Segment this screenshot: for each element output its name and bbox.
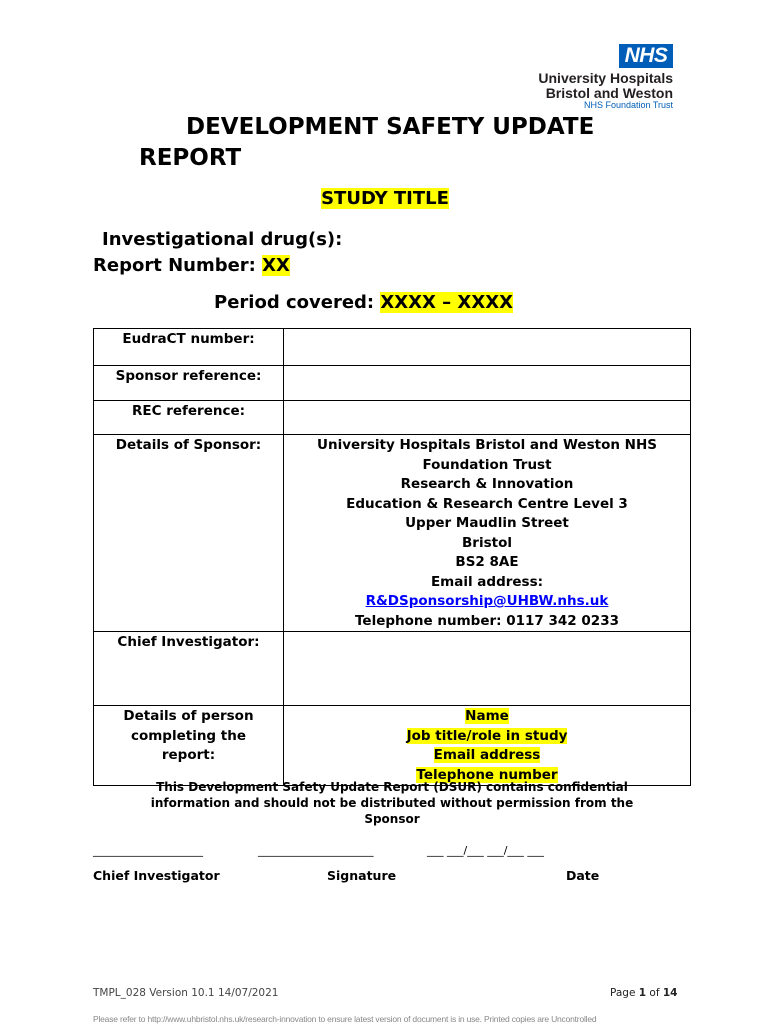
- chief-investigator-label: Chief Investigator:: [94, 632, 284, 706]
- person-completing-value: [284, 706, 691, 786]
- person-label-line: Details of person: [123, 708, 254, 724]
- document-title-line1: DEVELOPMENT SAFETY UPDATE: [186, 114, 595, 140]
- sponsor-line: Email address:: [430, 573, 544, 590]
- person-label-line: report:: [161, 747, 216, 763]
- rec-reference-value: [284, 401, 691, 435]
- sponsor-line: Upper Maudlin Street: [405, 515, 569, 531]
- chief-investigator-value: [284, 632, 691, 706]
- person-job-title: Job title/role in study: [406, 727, 568, 744]
- person-completing-label: [94, 706, 284, 786]
- period-covered-label: Period covered:: [214, 292, 381, 313]
- document-title-line2: REPORT: [139, 145, 242, 171]
- report-number: [93, 255, 290, 276]
- confidentiality-line: Sponsor: [364, 812, 420, 826]
- sponsor-line: Foundation Trust: [422, 456, 552, 473]
- date-line: ___ ___/___ ___/___ ___: [427, 844, 544, 857]
- investigational-drug-label: Investigational drug(s):: [102, 229, 343, 250]
- confidentiality-line: This Development Safety Update Report (DSUR) contains confidential: [156, 780, 628, 794]
- study-title: [0, 188, 770, 209]
- table-row: [94, 706, 691, 786]
- sponsor-email-link[interactable]: R&DSponsorship@UHBW.nhs.uk: [365, 593, 609, 609]
- sponsor-details-value: [284, 435, 691, 632]
- sponsor-reference-value: [284, 366, 691, 401]
- uncontrolled-copy-disclaimer: Please refer to http://www.uhbristol.nhs.uk/research-innovation to ensure latest version of document is in use. Printed copies are Uncontrolled: [93, 1014, 597, 1024]
- template-version: TMPL_028 Version 10.1 14/07/2021: [93, 987, 279, 999]
- signature-line: _____________________: [258, 844, 374, 857]
- chief-investigator-line: ____________________: [93, 844, 203, 857]
- trust-name-line3: NHS Foundation Trust: [583, 100, 673, 110]
- table-row: [94, 401, 691, 435]
- table-row: [94, 632, 691, 706]
- eudract-value: [284, 329, 691, 366]
- confidentiality-notice: [93, 779, 691, 827]
- rec-reference-label: REC reference:: [94, 401, 284, 435]
- person-name: Name: [465, 708, 509, 724]
- page-current: 1: [638, 987, 647, 999]
- sponsor-details-label: Details of Sponsor:: [94, 435, 284, 632]
- person-email: Email address: [433, 747, 541, 763]
- sponsor-line: Bristol: [462, 534, 512, 551]
- person-telephone: Telephone number: [416, 766, 558, 783]
- page-number: [610, 987, 678, 999]
- details-table: [93, 328, 691, 786]
- period-covered-value: XXXX – XXXX: [380, 292, 513, 313]
- trust-name-line1: University Hospitals: [538, 70, 673, 86]
- confidentiality-line: information and should not be distributed without permission from the: [150, 796, 634, 810]
- sponsor-line: Education & Research Centre Level 3: [346, 495, 628, 512]
- table-row: [94, 329, 691, 366]
- date-label: Date: [566, 868, 600, 883]
- sponsor-line: University Hospitals Bristol and Weston NHS: [317, 437, 657, 453]
- signature-label: Signature: [327, 868, 397, 883]
- trust-name-line2: Bristol and Weston: [545, 85, 673, 101]
- sponsor-reference-label: Sponsor reference:: [94, 366, 284, 401]
- report-number-label: Report Number:: [93, 255, 263, 276]
- person-label-line: completing the: [130, 727, 247, 744]
- nhs-logo: NHS: [619, 44, 673, 68]
- page-of: of: [646, 987, 663, 999]
- period-covered: [214, 292, 513, 313]
- study-title-text: STUDY TITLE: [321, 188, 449, 209]
- chief-investigator-signature-label: Chief Investigator: [93, 868, 220, 883]
- sponsor-phone: Telephone number: 0117 342 0233: [355, 612, 619, 629]
- table-row: [94, 366, 691, 401]
- eudract-label: EudraCT number:: [94, 329, 284, 366]
- report-number-value: XX: [262, 255, 290, 276]
- sponsor-line: BS2 8AE: [455, 554, 519, 570]
- table-row: [94, 435, 691, 632]
- page-total: 14: [662, 987, 678, 999]
- page-prefix: Page: [610, 987, 639, 999]
- sponsor-line: Research & Innovation: [400, 476, 574, 492]
